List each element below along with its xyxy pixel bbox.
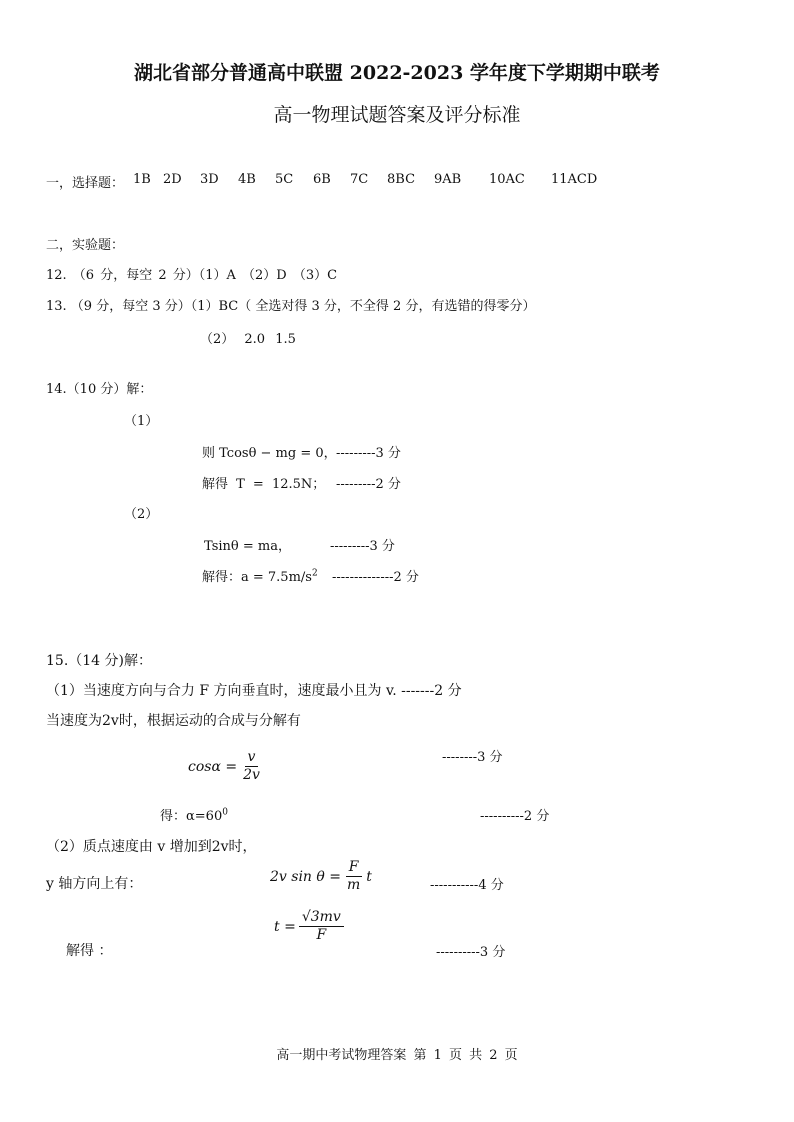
answer-6: 6B [313,172,331,187]
section1-label: 一，选择题： [46,176,125,191]
q13-answer-line1: 13. （9 分，每空 3 分）（1）BC（ 全选对得 3 分，不全得 2 分，有选错的得零分） [46,299,536,314]
answer-2: 2D [163,172,182,187]
q14-eq4 [202,566,318,585]
q14-eq4-score: --------------2 分 [332,570,419,585]
q15-cos-score: --------3 分 [442,750,503,765]
q15-y-label: y 轴方向上有： [46,876,143,892]
q15-line3: （2）质点速度由 v 增加到2v时， [46,839,257,855]
answer-10: 10AC [489,172,525,187]
q15-result1-text: 得：α=60 [160,809,223,824]
q14-eq3-score: ---------3 分 [330,539,395,554]
q15-result1-sup: 0 [222,807,228,818]
q15-result1 [160,805,228,824]
q13-answer-line2: （2） 2.0 1.5 [200,332,296,347]
q15-header: 15.（14 分)解： [46,653,152,669]
q14-eq3: Tsinθ = ma， [204,539,291,554]
q14-part2: （2） [124,507,159,522]
answer-4: 4B [238,172,256,187]
q15-result1-score: ----------2 分 [480,809,550,824]
q14-eq4-sup: 2 [311,568,318,579]
q15-line1: （1）当速度方向与合力 F 方向垂直时，速度最小且为 v. -------2 分 [46,683,462,699]
q15-y-score: -----------4 分 [430,878,504,893]
answer-3: 3D [200,172,219,187]
q15-cos-denominator: 2v [243,767,260,784]
q15-cos-numerator: v [245,750,259,767]
q14-eq2: 解得 T = 12.5N； [202,477,326,492]
q14-eq4-text: 解得：a = 7.5m/s [202,570,312,585]
page-footer: 高一期中考试物理答案 第 1 页 共 2 页 [276,1048,518,1063]
answer-5: 5C [275,172,294,187]
page-title: 湖北省部分普通高中联盟 2022-2023 学年度下学期期中联考 [134,62,660,84]
q15-y-t: t [366,868,372,885]
q15-cos-fraction [240,750,263,784]
section2-label: 二，实验题： [46,238,125,253]
q15-t-score: ----------3 分 [436,945,506,960]
q15-y-lhs: 2v sin θ = [270,868,342,885]
q14-eq2-score: ---------2 分 [336,477,401,492]
q14-eq1: 则 Tcosθ − mg = 0， [202,446,337,461]
q14-eq1-score: ---------3 分 [336,446,401,461]
q14-header: 14.（10 分）解： [46,382,153,397]
q15-t-denominator: F [316,927,327,944]
q12-answer: 12. （6 分，每空 2 分）（1）A （2）D （3）C [46,268,338,283]
q15-line2: 当速度为2v时，根据运动的合成与分解有 [46,713,301,729]
q14-part1: （1） [124,414,159,429]
q15-y-fraction [344,860,363,894]
q15-solve-label: 解得 ： [66,943,113,959]
answer-8: 8BC [387,172,416,187]
page-subtitle: 高一物理试题答案及评分标准 [273,104,521,126]
answer-9: 9AB [434,172,462,187]
q15-y-equation [270,860,372,894]
q15-y-numerator: F [346,860,362,877]
answer-11: 11ACD [551,172,598,187]
answer-7: 7C [350,172,369,187]
q15-t-fraction [299,910,344,944]
q15-t-numerator: √3mv [299,910,344,927]
q15-cos-lhs: cosα = [188,758,238,775]
q15-y-denominator: m [347,877,361,894]
answer-1: 1B [133,172,151,187]
q15-cos-equation [188,750,266,784]
q15-t-equation [274,910,347,944]
q15-t-lhs: t = [274,918,296,935]
